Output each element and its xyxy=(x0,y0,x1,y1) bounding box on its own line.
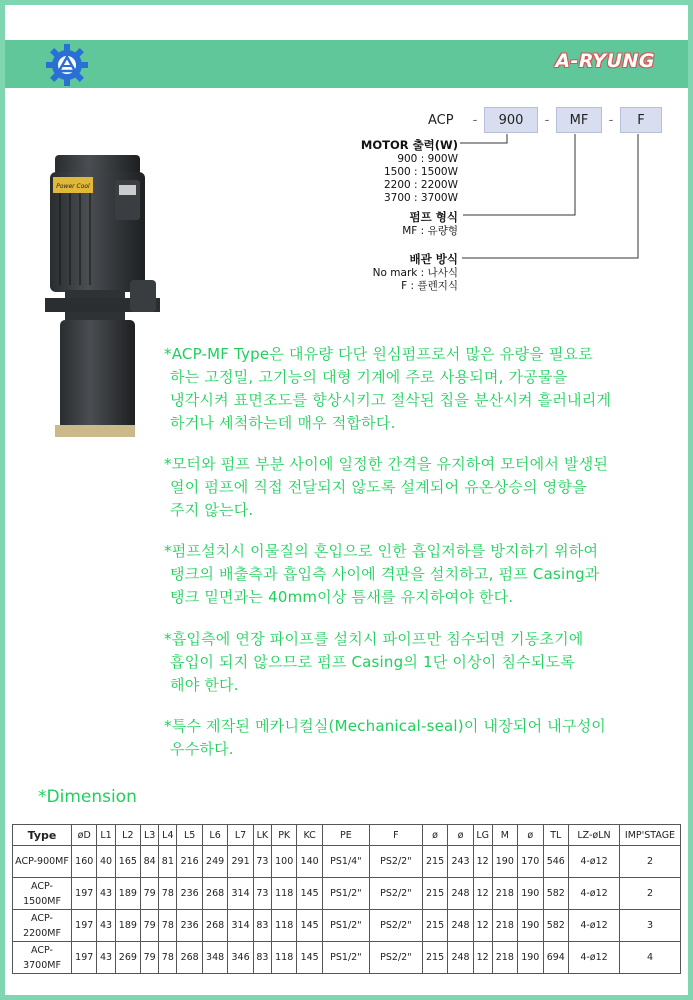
table-cell: 190 xyxy=(518,942,543,974)
table-cell: 100 xyxy=(271,846,296,878)
type-cell: ACP-3700MF xyxy=(13,942,72,974)
table-cell: 140 xyxy=(297,846,322,878)
pump-type-line: MF : 유량형 xyxy=(402,225,458,237)
table-cell: 83 xyxy=(253,910,271,942)
table-cell: 236 xyxy=(177,878,202,910)
model-separator: - xyxy=(472,112,478,128)
table-cell: 118 xyxy=(271,878,296,910)
table-cell: PS1/2" xyxy=(322,942,369,974)
model-separator: - xyxy=(608,112,614,128)
column-header: ø xyxy=(422,825,447,846)
table-cell: 268 xyxy=(202,910,227,942)
dimension-title: *Dimension xyxy=(38,787,137,807)
table-cell: 2 xyxy=(620,846,681,878)
table-row xyxy=(13,910,681,942)
desc-line: 탱크의 배출측과 흡입측 사이에 격판을 설치하고, 펌프 Casing과 xyxy=(170,565,600,583)
table-cell: 3 xyxy=(620,910,681,942)
model-part-piping: F xyxy=(620,107,662,133)
table-cell: 218 xyxy=(492,910,517,942)
desc-line: 탱크 밑면과는 40mm이상 틈새를 유지하여야 한다. xyxy=(170,588,514,606)
piping-title: 배관 방식 xyxy=(409,252,458,266)
column-header: IMP'STAGE xyxy=(620,825,681,846)
column-header: PK xyxy=(271,825,296,846)
desc-line: 우수하다. xyxy=(170,740,234,758)
column-header: PE xyxy=(322,825,369,846)
table-cell: 248 xyxy=(448,942,473,974)
motor-spec-line: 1500 : 1500W xyxy=(383,166,458,178)
table-cell: 216 xyxy=(177,846,202,878)
table-cell: 165 xyxy=(115,846,140,878)
table-cell: 190 xyxy=(518,910,543,942)
motor-spec xyxy=(340,137,458,205)
column-header: L2 xyxy=(115,825,140,846)
type-cell: ACP-900MF xyxy=(13,846,72,878)
table-cell: 314 xyxy=(228,910,253,942)
model-prefix: ACP xyxy=(428,112,454,128)
table-cell: 145 xyxy=(297,942,322,974)
table-cell: PS2/2" xyxy=(369,910,422,942)
type-cell: ACP-1500MF xyxy=(13,878,72,910)
column-header: ø xyxy=(448,825,473,846)
table-cell: 582 xyxy=(543,910,568,942)
table-cell: 12 xyxy=(473,878,492,910)
table-cell: 243 xyxy=(448,846,473,878)
pump-label: Power Cool xyxy=(56,183,90,190)
table-cell: 546 xyxy=(543,846,568,878)
table-cell: 79 xyxy=(141,942,159,974)
table-cell: 215 xyxy=(422,942,447,974)
table-cell: 4-ø12 xyxy=(569,910,620,942)
column-header: L4 xyxy=(159,825,177,846)
column-header: TL xyxy=(543,825,568,846)
table-cell: 189 xyxy=(115,878,140,910)
type-cell: ACP-2200MF xyxy=(13,910,72,942)
description-block xyxy=(164,343,611,435)
table-cell: PS1/2" xyxy=(322,910,369,942)
table-cell: 291 xyxy=(228,846,253,878)
table-row xyxy=(13,942,681,974)
table-cell: 4-ø12 xyxy=(569,942,620,974)
table-cell: PS2/2" xyxy=(369,846,422,878)
motor-spec-line: 900 : 900W xyxy=(397,153,458,165)
piping-line: No mark : 나사식 xyxy=(372,267,458,279)
table-cell: 197 xyxy=(72,878,97,910)
table-cell: 694 xyxy=(543,942,568,974)
table-cell: 12 xyxy=(473,942,492,974)
column-header: L1 xyxy=(97,825,115,846)
table-cell: 215 xyxy=(422,910,447,942)
desc-line: *ACP-MF Type은 대유량 다단 원심펌프로서 많은 유량을 필요로 xyxy=(164,345,593,363)
table-cell: 118 xyxy=(271,942,296,974)
table-row xyxy=(13,878,681,910)
column-header: M xyxy=(492,825,517,846)
table-cell: 268 xyxy=(202,878,227,910)
desc-line: 냉각시켜 표면조도를 향상시키고 절삭된 칩을 분산시켜 흘러내리게 xyxy=(170,391,612,409)
table-cell: PS2/2" xyxy=(369,942,422,974)
desc-line: 하는 고정밀, 고기능의 대형 기계에 주로 사용되며, 가공물을 xyxy=(170,368,568,386)
pump-image xyxy=(45,150,160,440)
desc-line: *모터와 펌프 부분 사이에 일정한 간격을 유지하여 모터에서 발생된 xyxy=(164,455,609,473)
column-header: L5 xyxy=(177,825,202,846)
column-header: KC xyxy=(297,825,322,846)
table-cell: 12 xyxy=(473,846,492,878)
desc-line: 열이 펌프에 직접 전달되지 않도록 설계되어 유온상승의 영향을 xyxy=(170,478,587,496)
table-row xyxy=(13,846,681,878)
column-header: L7 xyxy=(228,825,253,846)
table-cell: 4 xyxy=(620,942,681,974)
table-header-row xyxy=(13,825,681,846)
table-cell: 84 xyxy=(141,846,159,878)
table-cell: 197 xyxy=(72,910,97,942)
table-cell: 582 xyxy=(543,878,568,910)
table-cell: 43 xyxy=(97,942,115,974)
model-part-type: MF xyxy=(556,107,602,133)
table-cell: 197 xyxy=(72,942,97,974)
table-cell: 170 xyxy=(518,846,543,878)
column-header: LZ-øLN xyxy=(569,825,620,846)
description-block xyxy=(164,628,583,697)
table-cell: 4-ø12 xyxy=(569,846,620,878)
table-cell: 78 xyxy=(159,942,177,974)
desc-line: *특수 제작된 메카니컬실(Mechanical-seal)이 내장되어 내구성이 xyxy=(164,717,607,735)
table-cell: 249 xyxy=(202,846,227,878)
piping-line: F : 플렌지식 xyxy=(401,280,458,292)
table-cell: 248 xyxy=(448,910,473,942)
table-cell: 78 xyxy=(159,878,177,910)
table-cell: 145 xyxy=(297,910,322,942)
piping-spec xyxy=(340,251,458,293)
desc-line: 하거나 세척하는데 매우 적합하다. xyxy=(170,414,396,432)
desc-line: *펌프설치시 이물질의 혼입으로 인한 흡입저하를 방지하기 위하여 xyxy=(164,542,599,560)
table-cell: 83 xyxy=(253,942,271,974)
table-cell: 145 xyxy=(297,878,322,910)
table-cell: 218 xyxy=(492,878,517,910)
pump-type-title: 펌프 형식 xyxy=(409,210,458,224)
brand-logo: A-RYUNG xyxy=(555,50,655,72)
table-cell: 4-ø12 xyxy=(569,878,620,910)
column-header: F xyxy=(369,825,422,846)
table-cell: 43 xyxy=(97,878,115,910)
model-separator: - xyxy=(544,112,550,128)
table-cell: 346 xyxy=(228,942,253,974)
table-cell: 248 xyxy=(448,878,473,910)
desc-line: 주지 않는다. xyxy=(170,501,254,519)
table-cell: 160 xyxy=(72,846,97,878)
table-cell: 215 xyxy=(422,878,447,910)
column-header: øD xyxy=(72,825,97,846)
table-cell: PS1/4" xyxy=(322,846,369,878)
table-cell: PS1/2" xyxy=(322,878,369,910)
table-cell: 79 xyxy=(141,910,159,942)
table-cell: 189 xyxy=(115,910,140,942)
table-cell: 314 xyxy=(228,878,253,910)
column-header: Type xyxy=(13,825,72,846)
table-cell: 215 xyxy=(422,846,447,878)
table-cell: 268 xyxy=(177,942,202,974)
table-cell: 73 xyxy=(253,878,271,910)
table-cell: 348 xyxy=(202,942,227,974)
table-cell: 81 xyxy=(159,846,177,878)
column-header: L3 xyxy=(141,825,159,846)
column-header: ø xyxy=(518,825,543,846)
table-cell: 118 xyxy=(271,910,296,942)
desc-line: 해야 한다. xyxy=(170,676,239,694)
dimension-table xyxy=(12,824,681,974)
desc-line: *흡입측에 연장 파이프를 설치시 파이프만 침수되면 기동초기에 xyxy=(164,630,584,648)
table-cell: 12 xyxy=(473,910,492,942)
table-cell: 78 xyxy=(159,910,177,942)
table-cell: PS2/2" xyxy=(369,878,422,910)
column-header: L6 xyxy=(202,825,227,846)
description-block xyxy=(164,715,606,761)
table-cell: 190 xyxy=(518,878,543,910)
motor-spec-line: 3700 : 3700W xyxy=(383,192,458,204)
table-cell: 236 xyxy=(177,910,202,942)
column-header: LK xyxy=(253,825,271,846)
table-cell: 73 xyxy=(253,846,271,878)
motor-spec-line: 2200 : 2200W xyxy=(383,179,458,191)
column-header: LG xyxy=(473,825,492,846)
model-part-motor: 900 xyxy=(484,107,538,133)
table-cell: 2 xyxy=(620,878,681,910)
table-cell: 79 xyxy=(141,878,159,910)
table-cell: 269 xyxy=(115,942,140,974)
table-cell: 43 xyxy=(97,910,115,942)
desc-line: 흡입이 되지 않으므로 펌프 Casing의 1단 이상이 침수되도록 xyxy=(170,653,575,671)
pump-type-spec xyxy=(340,209,458,238)
motor-spec-title: MOTOR 출력(W) xyxy=(360,138,458,152)
description-block xyxy=(164,540,600,609)
table-cell: 190 xyxy=(492,846,517,878)
table-cell: 40 xyxy=(97,846,115,878)
table-cell: 218 xyxy=(492,942,517,974)
description-block xyxy=(164,453,608,522)
